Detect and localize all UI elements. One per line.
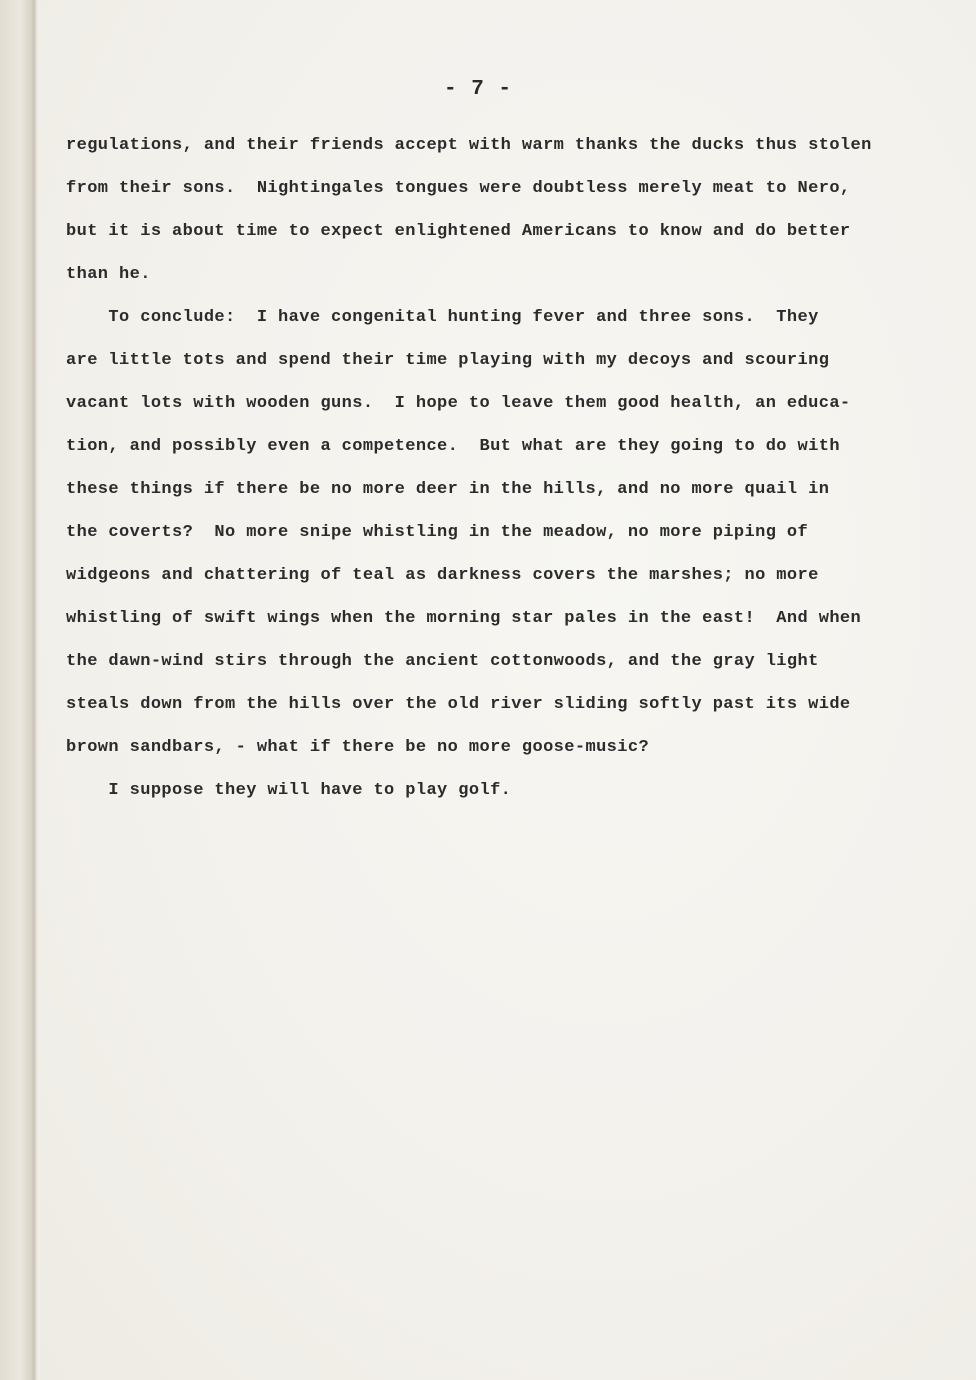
page-number: - 7 - bbox=[443, 78, 512, 101]
text-line: from their sons. Nightingales tongues were doubtless merely meat to Nero, bbox=[66, 179, 851, 198]
text-line: widgeons and chattering of teal as darkness covers the marshes; no more bbox=[66, 566, 819, 585]
text-line: regulations, and their friends accept with warm thanks the ducks thus stolen bbox=[66, 136, 872, 155]
text-line: than he. bbox=[66, 265, 151, 284]
text-line: whistling of swift wings when the morning star pales in the east! And when bbox=[66, 609, 862, 628]
typed-text-body bbox=[66, 124, 926, 812]
text-line: the dawn-wind stirs through the ancient cottonwoods, and the gray light bbox=[66, 652, 819, 671]
text-line: brown sandbars, - what if there be no more goose-music? bbox=[66, 738, 650, 757]
text-line: tion, and possibly even a competence. But what are they going to do with bbox=[66, 437, 840, 456]
text-line: To conclude: I have congenital hunting fever and three sons. They bbox=[66, 308, 819, 327]
text-line: these things if there be no more deer in the hills, and no more quail in bbox=[66, 480, 830, 499]
text-line: I suppose they will have to play golf. bbox=[66, 781, 512, 800]
text-line: but it is about time to expect enlightened Americans to know and do better bbox=[66, 222, 851, 241]
text-line: the coverts? No more snipe whistling in the meadow, no more piping of bbox=[66, 523, 809, 542]
binding-edge bbox=[0, 0, 40, 1380]
text-line: steals down from the hills over the old river sliding softly past its wide bbox=[66, 695, 851, 714]
paper-sheet bbox=[40, 0, 976, 1380]
text-line: are little tots and spend their time playing with my decoys and scouring bbox=[66, 351, 830, 370]
text-line: vacant lots with wooden guns. I hope to leave them good health, an educa- bbox=[66, 394, 851, 413]
